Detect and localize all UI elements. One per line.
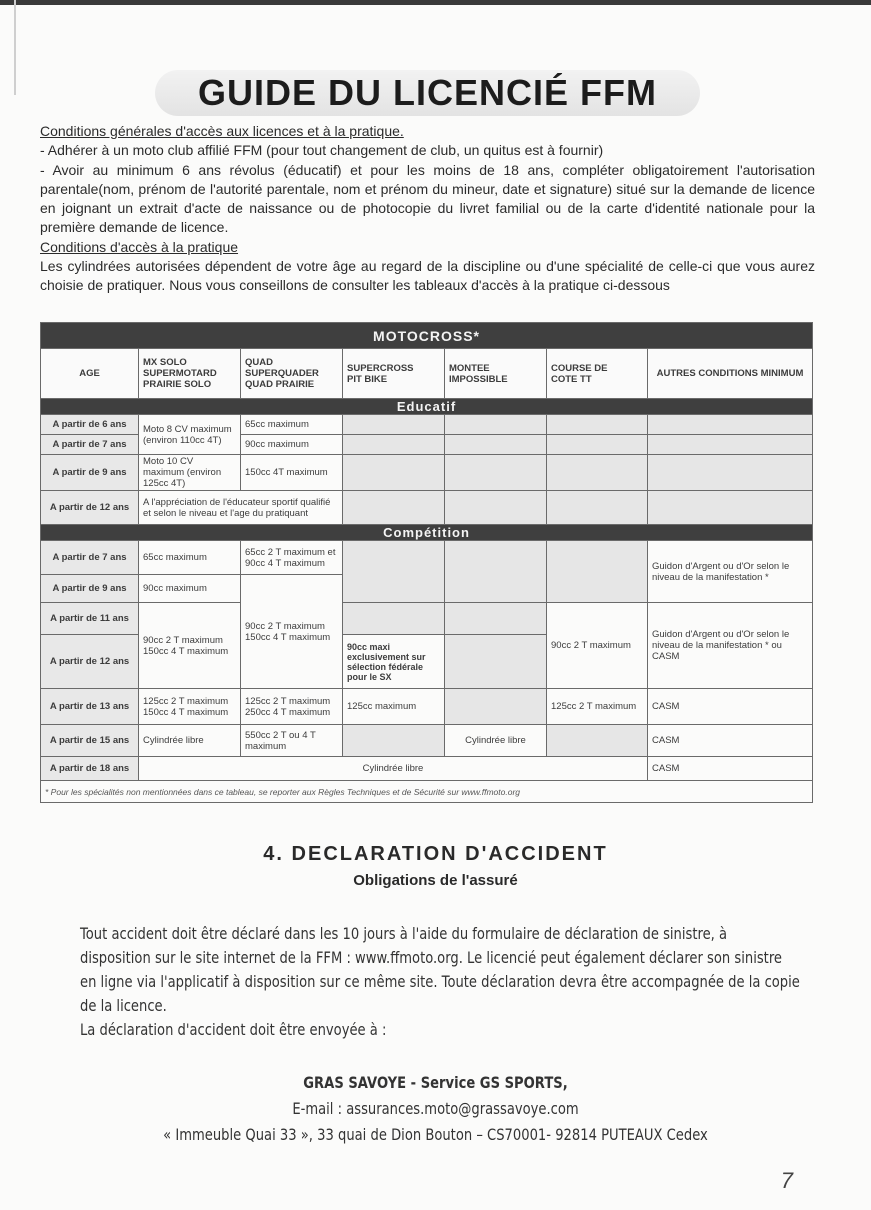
table-cell: CASM bbox=[648, 689, 813, 725]
table-row bbox=[41, 415, 813, 435]
header-mx: MX SOLO SUPERMOTARD PRAIRIE SOLO bbox=[139, 349, 241, 399]
motocross-table bbox=[40, 322, 813, 803]
table-cell: 125cc 2 T maximum 250cc 4 T maximum bbox=[241, 689, 343, 725]
table-footnote: * Pour les spécialités non mentionnées dans ce tableau, se reporter aux Règles Techniques et de Sécurité sur www.ffmoto.org bbox=[41, 781, 813, 803]
address-block bbox=[0, 1070, 871, 1148]
table-cell: 125cc 2 T maximum bbox=[547, 689, 648, 725]
heading-practice-conditions: Conditions d'accès à la pratique bbox=[40, 238, 239, 255]
table-row bbox=[41, 689, 813, 725]
table-row bbox=[41, 541, 813, 575]
header-autres: AUTRES CONDITIONS MINIMUM bbox=[648, 349, 813, 399]
table-row bbox=[41, 603, 813, 635]
table-row bbox=[41, 757, 813, 781]
age-cell: A partir de 9 ans bbox=[41, 455, 139, 491]
address-company: GRAS SAVOYE - Service GS SPORTS, bbox=[303, 1073, 568, 1092]
intro-section bbox=[40, 122, 815, 296]
page-title: GUIDE DU LICENCIÉ FFM bbox=[198, 72, 657, 113]
condition-club: - Adhérer à un moto club affilié FFM (pour tout changement de club, un quitus est à fournir) bbox=[40, 142, 604, 159]
table-cell: A l'appréciation de l'éducateur sportif qualifié et selon le niveau et l'age du pratiquant bbox=[139, 491, 343, 525]
table-cell: 65cc 2 T maximum et 90cc 4 T maximum bbox=[241, 541, 343, 575]
age-cell: A partir de 7 ans bbox=[41, 541, 139, 575]
table-cell: 550cc 2 T ou 4 T maximum bbox=[241, 725, 343, 757]
table-cell: Cylindrée libre bbox=[445, 725, 547, 757]
age-cell: A partir de 9 ans bbox=[41, 575, 139, 603]
section-subtitle: Obligations de l'assuré bbox=[353, 872, 518, 889]
table-row bbox=[41, 491, 813, 525]
table-title: MOTOCROSS* bbox=[41, 323, 813, 349]
age-cell: A partir de 11 ans bbox=[41, 603, 139, 635]
declaration-text: Tout accident doit être déclaré dans les 10 jours à l'aide du formulaire de déclaration de sinistre, à disposition sur le site internet de la FFM : www.ffmoto.org. Le licencié peut également déclarer son sinistre en ligne via l'applicatif à disposition sur ce même site. Toute déclaration devra être accompagnée de la copie de la licence. bbox=[80, 924, 800, 1015]
table-cell: 90cc 2 T maximum 150cc 4 T maximum bbox=[139, 603, 241, 689]
age-cell: A partir de 18 ans bbox=[41, 757, 139, 781]
section-title: 4. DECLARATION D'ACCIDENT bbox=[263, 843, 608, 865]
condition-age: - Avoir au minimum 6 ans révolus (éducatif) et pour les moins de 18 ans, compléter obligatoirement l'autorisation parentale(nom, prénom de l'autorité parentale, nom et prénom du mineur, date et signature) situé sur la demande de licence en joignant un extrait d'acte de naissance ou de photocopie du livret familial ou de la carte d'identité nationale pour la première demande de licence. bbox=[40, 161, 815, 236]
table-row bbox=[41, 455, 813, 491]
table-cell: 150cc 4T maximum bbox=[241, 455, 343, 491]
heading-general-conditions: Conditions générales d'accès aux licences et à la pratique. bbox=[40, 123, 404, 139]
table-cell: 90cc 2 T maximum bbox=[547, 603, 648, 689]
send-to-label: La déclaration d'accident doit être envoyée à : bbox=[80, 1020, 387, 1039]
page-number: 7 bbox=[780, 1168, 793, 1193]
table-cell: CASM bbox=[648, 757, 813, 781]
address-street: « Immeuble Quai 33 », 33 quai de Dion Bouton – CS70001- 92814 PUTEAUX Cedex bbox=[163, 1125, 708, 1144]
header-age: AGE bbox=[41, 349, 139, 399]
table-cell: Guidon d'Argent ou d'Or selon le niveau de la manifestation * bbox=[648, 541, 813, 603]
practice-paragraph: Les cylindrées autorisées dépendent de votre âge au regard de la discipline ou d'une spécialité de celle-ci que vous aurez choisie de pratiquer. Nous vous conseillons de consulter les tableaux d'accès à la pratique ci-dessous bbox=[40, 258, 815, 294]
header-supercross: SUPERCROSS PIT BIKE bbox=[343, 349, 445, 399]
table-cell: 90cc 2 T maximum 150cc 4 T maximum bbox=[241, 575, 343, 689]
left-rule bbox=[14, 0, 16, 95]
table-cell: 125cc 2 T maximum 150cc 4 T maximum bbox=[139, 689, 241, 725]
table-cell: 65cc maximum bbox=[139, 541, 241, 575]
header-quad: QUAD SUPERQUADER QUAD PRAIRIE bbox=[241, 349, 343, 399]
table-row bbox=[41, 725, 813, 757]
address-email: E-mail : assurances.moto@grassavoye.com bbox=[292, 1099, 579, 1118]
age-cell: A partir de 12 ans bbox=[41, 635, 139, 689]
age-cell: A partir de 15 ans bbox=[41, 725, 139, 757]
table-cell: 90cc maximum bbox=[241, 435, 343, 455]
top-rule bbox=[0, 0, 871, 5]
table-cell: Cylindrée libre bbox=[139, 725, 241, 757]
table-cell: 65cc maximum bbox=[241, 415, 343, 435]
table-cell: 90cc maxi exclusivement sur sélection fédérale pour le SX bbox=[343, 635, 445, 689]
table-cell: 90cc maximum bbox=[139, 575, 241, 603]
age-cell: A partir de 12 ans bbox=[41, 491, 139, 525]
table-cell: Moto 8 CV maximum (environ 110cc 4T) bbox=[139, 415, 241, 455]
age-cell: A partir de 7 ans bbox=[41, 435, 139, 455]
header-course: COURSE DE COTE TT bbox=[547, 349, 648, 399]
table-cell: CASM bbox=[648, 725, 813, 757]
table-cell: Guidon d'Argent ou d'Or selon le niveau de la manifestation * ou CASM bbox=[648, 603, 813, 689]
table-cell: Cylindrée libre bbox=[139, 757, 648, 781]
band-competition: Compétition bbox=[41, 525, 813, 541]
table-cell: 125cc maximum bbox=[343, 689, 445, 725]
declaration-paragraph bbox=[80, 922, 802, 1018]
band-educatif: Educatif bbox=[41, 399, 813, 415]
age-cell: A partir de 13 ans bbox=[41, 689, 139, 725]
table-cell: Moto 10 CV maximum (environ 125cc 4T) bbox=[139, 455, 241, 491]
header-montee: MONTEE IMPOSSIBLE bbox=[445, 349, 547, 399]
age-cell: A partir de 6 ans bbox=[41, 415, 139, 435]
